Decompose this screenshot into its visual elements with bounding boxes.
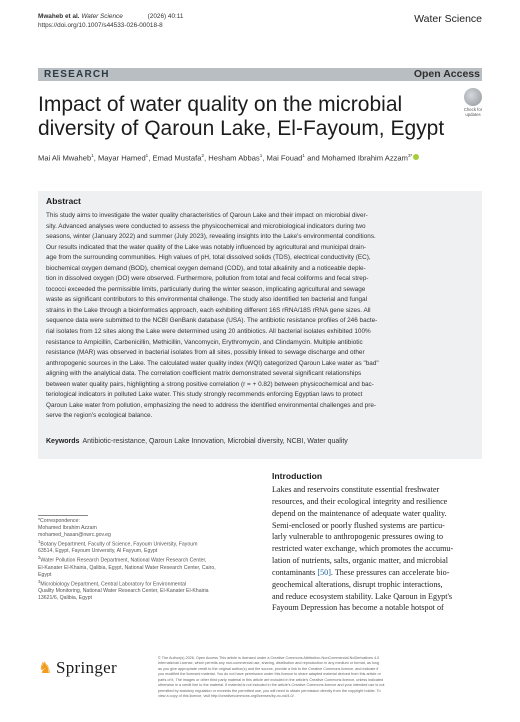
author-name[interactable]: Mohamed Ibrahim Azzam <box>321 153 408 163</box>
abstract-line: biochemical oxygen demand (BOD), chemical oxygen demand (COD), and total alkalinity and a noticeable deple- <box>46 264 366 272</box>
introduction-line: geochemical alterations, disrupt trophic interactions, <box>272 579 443 589</box>
license-line: as you give appropriate credit to the original author(s) and the source, provide a link to the Creative Commons licence, and indicate if <box>158 666 379 671</box>
introduction-text <box>272 484 484 614</box>
abstract-line: sequence data were submitted to the NCBI GenBank database (USA). The antibiotic resistance profiles of 246 bacte- <box>46 317 378 325</box>
abstract-line: tococci exceeded the permissible limits, particularly during the winter season, implicating agricultural and sewage <box>46 285 366 293</box>
author-name[interactable]: Mai Ali Mwaheb <box>38 153 92 163</box>
abstract-heading: Abstract <box>46 196 81 206</box>
abstract-line: resistance to Ampicillin, Carbenicillin, Methicillin, Vancomycin, Erythromycin, and Clindamycin. Multiple antibiotic <box>46 338 363 346</box>
running-header <box>38 13 183 30</box>
check-updates-caption <box>462 107 484 117</box>
license-line: otherwise in a credit line to the material. If material is not included in the article's Creative Commons licence and your intended use is not <box>158 683 385 688</box>
license-text <box>158 656 488 700</box>
header-authors: Mwaheb et al. <box>38 13 80 20</box>
license-line: you modified the licensed material. You do not have permission under this licence to share adapted material derived from this article or <box>158 672 381 677</box>
correspondence-line: $^1$Botany Department, Faculty of Science, Fayoum University, Fayoum <box>38 538 198 548</box>
author-list: Mai Ali Mwaheb$^1$, Mayar Hamed$^1$, Emad Mustafa$^2$, Hesham Abbas$^1$, Mai Fouad$^1$ and Mohamed Ibrahim Azzam$^{3*}$ <box>38 151 488 164</box>
abstract-line: aligning with the analytical data. The correlation coefficient matrix demonstrated several significant relationships <box>46 370 362 378</box>
footnote-divider <box>38 515 88 516</box>
affiliation-number: 2 <box>38 555 41 561</box>
introduction-line: contaminants [50]. These pressures can accelerate bio- <box>272 567 450 577</box>
abstract-line: serve the region's ecological balance. <box>46 412 153 420</box>
keywords-label: Keywords <box>46 438 80 445</box>
abstract-line: Qaroun Lake water from pollution, emphasizing the need to address the identified environmental challenges and pre- <box>46 401 377 409</box>
introduction-line: resources, and their ecological integrity and resilience <box>272 496 448 506</box>
doi-link[interactable]: https://doi.org/10.1007/s44533-026-00018-8 <box>38 21 163 29</box>
introduction-line: and reduce ecosystem stability. Lake Qaroun in Egypt's <box>272 591 453 601</box>
abstract-line: seasons, winter (January 2022) and summer (July 2023), revealing insights into the Lake's environmental conditions. <box>46 233 376 241</box>
author-affiliation-marker: 1 <box>91 153 94 158</box>
correspondence-block <box>38 515 242 602</box>
abstract-line: This study aims to investigate the water quality characteristics of Qaroun Lake and their impact on microbial diver- <box>46 212 368 219</box>
license-line: International License, which permits any non-commercial use, sharing, distribution and reproduction in any medium or format, as long <box>158 661 379 666</box>
introduction-line: Fayoum Depression has become a notable hotspot of <box>272 603 444 613</box>
article-type: RESEARCH <box>44 69 110 80</box>
check-updates-line-2: updates <box>465 112 481 117</box>
abstract-line: between water quality pairs, highlighting a strong positive correlation (r = + 0.82) between physicochemical and bac- <box>46 380 374 388</box>
correspondence-lines <box>38 518 242 602</box>
abstract-text <box>46 211 476 422</box>
author-affiliation-marker: 1 <box>302 153 305 158</box>
article-type-bar <box>38 68 482 81</box>
correspondence-line: *Correspondence: <box>38 518 80 524</box>
abstract-line: Our results indicated that the water quality of the Lake was notably influenced by agricultural and municipal drain- <box>46 243 367 251</box>
license-line: parts of it. The images or other third party material in this article are included in the article's Creative Commons licence, unless indicated <box>158 677 384 682</box>
introduction-line: lation of nutrients, salts, organic matter, and microbial <box>272 556 448 566</box>
author-name[interactable]: Mai Fouad <box>266 153 303 163</box>
abstract-line: resistance (MAR) was observed in bacterial isolates from all sites, possibly linked to sewage discharge and other <box>46 349 365 357</box>
correspondence-line: Mohamed Ibrahim Azzam <box>38 524 97 531</box>
open-access-label: Open Access <box>413 68 480 80</box>
license-line: view a copy of this licence, visit http://creativecommons.org/licenses/by-nc-nd/4.0/. <box>158 694 295 699</box>
springer-logo <box>38 655 148 683</box>
correspondence-line: 63514, Egypt, Fayoum University, Al Fayyum, Egypt <box>38 548 158 555</box>
header-journal: Water Science <box>81 13 123 20</box>
correspondence-line: $^2$Water Pollution Research Department, National Water Research Center, <box>38 555 207 564</box>
abstract-line: teriological indicators in polluted Lake water. This study strongly recommends enforcing Egyptian laws to protect <box>46 391 363 399</box>
affiliation-number: 1 <box>38 538 41 544</box>
check-updates-line-1: Check for <box>463 107 483 112</box>
abstract-line: tion in dissolved oxygen (DO) were observed. Furthermore, pollution from total and fecal coliforms and fecal strep- <box>46 275 369 283</box>
abstract-line: waste as significant contributors to this environmental challenge. The study also identified ten bacterial and fungal <box>46 296 368 304</box>
reference-link[interactable]: [50] <box>317 567 331 577</box>
correspondence-line: 13621/6, Qalibia, Egypt <box>38 595 92 602</box>
correspondence-line: El-Kanater El-Khairia, Qalibia, Egypt, National Water Research Center, Cairo, <box>38 564 216 571</box>
correspondence-line: Egypt <box>38 571 52 578</box>
abstract-line: anthropogenic sources in the Lake. The calculated water quality index (WQI) categorized Qaroun Lake water as "bad" <box>46 359 379 367</box>
introduction-line: larly vulnerable to anthropogenic pressures owing to <box>272 532 444 542</box>
springer-horse-icon: ♞ <box>38 660 53 677</box>
introduction-line: depend on the maintenance of adequate water quality. <box>272 508 447 518</box>
citation-line <box>38 13 183 22</box>
article-title: Impact of water quality on the microbial diversity of Qaroun Lake, El-Fayoum, Egypt <box>38 93 445 140</box>
author-affiliation-marker: 2 <box>201 153 204 158</box>
keywords-text: Antibiotic-resistance, Qaroun Lake Innovation, Microbial diversity, NCBI, Water quality <box>82 438 348 445</box>
author-name[interactable]: Hesham Abbas <box>208 153 260 163</box>
introduction-line: Lakes and reservoirs constitute essential freshwater <box>272 485 440 494</box>
header-citation: (2026) 40:11 <box>147 13 184 20</box>
abstract-line: sity. Advanced analyses were conducted to assess the physicochemical and microbiological indicators during two <box>46 222 366 230</box>
license-line: © The Author(s) 2026. Open Access This article is licensed under a Creative Commons Attribution-NonCommercial-NoDerivatives 4.0 <box>158 656 380 660</box>
author-name[interactable]: Emad Mustafa <box>152 153 202 163</box>
abstract-line: age from the surrounding communities. High values of pH, total dissolved solids (TDS), electrical conductivity (EC), <box>46 254 371 262</box>
abstract-line: strains in the Lake through a bioinformatics approach, each exhibiting different 16S rRNA/18S rRNA gene sizes. All <box>46 306 371 314</box>
affiliation-number: 3 <box>38 578 41 584</box>
correspondence-line: mohamed_hasan@nwrc.gov.eg <box>38 531 111 538</box>
introduction-heading: Introduction <box>272 471 323 481</box>
introduction-line: restricted water exchange, which promotes the accumu- <box>272 544 454 554</box>
keywords-line <box>46 438 348 445</box>
check-updates-icon <box>464 88 482 106</box>
abstract-box <box>38 191 482 459</box>
license-line: permitted by statutory regulation or exceeds the permitted use, you will need to obtain permission directly from the copyright holder. To <box>158 688 381 693</box>
abstract-line: rial isolates from 12 sites along the Lake were determined using 20 antibiotics. All bacterial isolates exhibited 100% <box>46 328 371 336</box>
orcid-icon[interactable] <box>413 154 419 160</box>
check-for-updates-badge[interactable] <box>462 88 484 117</box>
author-affiliation-marker: 1 <box>145 153 149 158</box>
correspondence-line: Quality Monitoring, National Water Research Center, El-Kanater El-Khairia <box>38 588 209 595</box>
author-affiliation-marker: 3* <box>407 153 413 158</box>
publisher-name: Springer <box>56 658 117 677</box>
author-affiliation-marker: 1 <box>259 153 263 158</box>
author-name[interactable]: Mayar Hamed <box>97 153 146 163</box>
introduction-line: Semi-enclosed or poorly flushed systems are particu- <box>272 520 445 530</box>
journal-name: Water Science <box>414 13 482 25</box>
correspondence-line: $^3$Microbiology Department, Central Laboratory for Environmental <box>38 578 187 588</box>
